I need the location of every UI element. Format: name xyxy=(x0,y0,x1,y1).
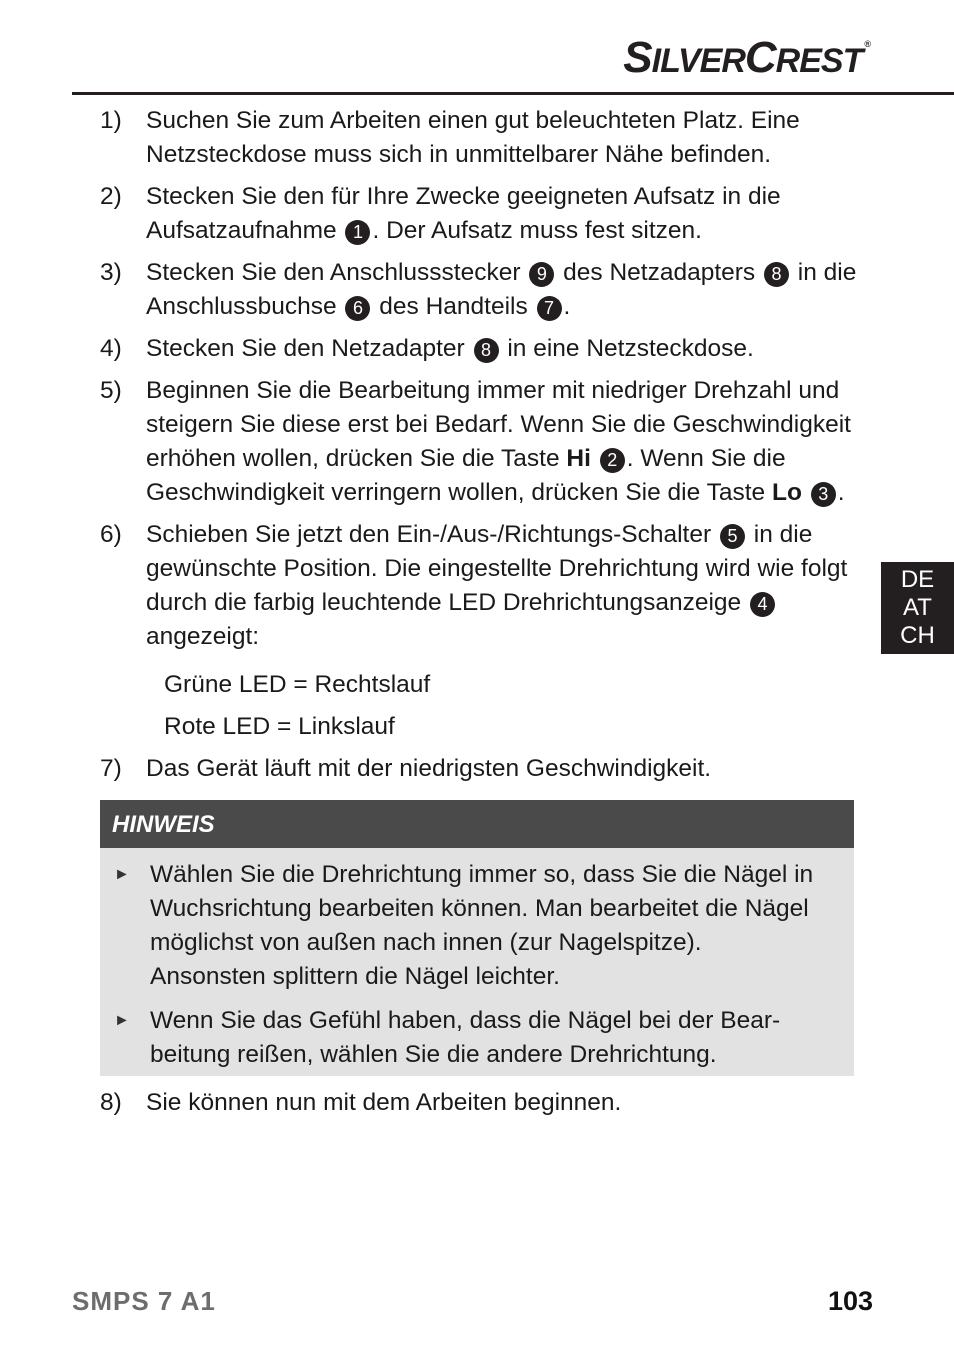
language-tab xyxy=(881,562,954,654)
callout-badge: 6 xyxy=(345,296,370,321)
step-text: Stecken Sie den Anschlussstecker 9 des Netzadapters 8 in die Anschlussbuchse 6 des Handteils 7 . xyxy=(146,259,857,320)
callout-badge: 5 xyxy=(720,524,745,549)
main-content xyxy=(100,104,860,1128)
step-number: 1) xyxy=(100,107,122,134)
callout-badge: 9 xyxy=(529,262,554,287)
arrow-right-icon: ► xyxy=(114,1012,130,1029)
step-3 xyxy=(100,256,860,324)
step-number: 6) xyxy=(100,521,122,548)
notice-title: HINWEIS xyxy=(100,800,854,848)
notice-item: ► Wählen Sie die Drehrichtung immer so, dass Sie die Nägel in Wuchsrichtung bearbeiten können. Man bearbeitet die Nägel möglichst von außen nach innen (zur Nagelspitze). Ansonsten splittern die Nägel leichter. xyxy=(100,848,854,994)
button-name-hi: Hi xyxy=(566,445,591,472)
step-2 xyxy=(100,180,860,248)
step-number: 7) xyxy=(100,755,122,782)
step-number: 4) xyxy=(100,335,122,362)
lang-de: DE xyxy=(900,566,935,593)
arrow-right-icon: ► xyxy=(114,866,130,883)
step-6 xyxy=(100,518,860,654)
step-text: Das Gerät läuft mit der niedrigsten Geschwindigkeit. xyxy=(146,755,712,782)
callout-badge: 8 xyxy=(764,262,789,287)
step-7 xyxy=(100,752,860,786)
notice-item: ► Wenn Sie das Gefühl haben, dass die Nägel bei der Bearbeitung reißen, wählen Sie die andere Drehrichtung. xyxy=(100,994,854,1072)
step-text: Stecken Sie den für Ihre Zwecke geeigneten Aufsatz in die Aufsatzaufnahme 1 . Der Aufsatz muss fest sitzen. xyxy=(146,183,781,244)
callout-badge: 7 xyxy=(537,296,562,321)
lang-ch: CH xyxy=(900,622,935,649)
step-5 xyxy=(100,374,860,510)
led-red-info: Rote LED = Linkslauf xyxy=(164,713,395,740)
button-name-lo: Lo xyxy=(771,479,802,506)
step-8 xyxy=(100,1086,860,1120)
lang-at: AT xyxy=(903,594,932,621)
page-number: 103 xyxy=(828,1286,874,1316)
notice-box xyxy=(100,800,854,1076)
header-rule xyxy=(72,92,954,95)
brand-logo: SILVERCREST ® xyxy=(623,33,870,82)
callout-badge: 4 xyxy=(750,592,775,617)
callout-badge: 1 xyxy=(345,220,370,245)
step-number: 5) xyxy=(100,377,122,404)
step-number: 2) xyxy=(100,183,122,210)
step-text: Suchen Sie zum Arbeiten einen gut beleuchteten Platz. Eine Netzsteckdose muss sich in unmittelbarer Nähe befinden. xyxy=(146,107,800,168)
step-4 xyxy=(100,332,860,366)
step-number: 8) xyxy=(100,1089,122,1116)
step-1 xyxy=(100,104,860,172)
callout-badge: 2 xyxy=(600,448,625,473)
led-green-info: Grüne LED = Rechtslauf xyxy=(164,671,431,698)
step-number: 3) xyxy=(100,259,122,286)
step-text: Stecken Sie den Netzadapter 8 in eine Netzsteckdose. xyxy=(146,335,754,362)
footer-model: SMPS 7 A1 xyxy=(72,1286,216,1316)
step-text: Beginnen Sie die Bearbeitung immer mit niedriger Drehzahl und steigern Sie diese erst bei Bedarf. Wenn Sie die Geschwindigkeit erhöhen wollen, drücken Sie die Taste Hi 2 . Wenn Sie die Geschwindigkeit verringern wollen, drücken Sie die Taste Lo 3 . xyxy=(146,377,851,506)
step-text: Sie können nun mit dem Arbeiten beginnen. xyxy=(146,1089,622,1116)
step-text: Schieben Sie jetzt den Ein-/Aus-/Richtungs-Schalter 5 in die gewünschte Position. Die eingestellte Drehrichtung wird wie folgt durch die farbig leuchtende LED Drehrichtungsanzeige 4 angezeigt: xyxy=(146,521,848,650)
callout-badge: 3 xyxy=(811,482,836,507)
callout-badge: 8 xyxy=(474,338,499,363)
